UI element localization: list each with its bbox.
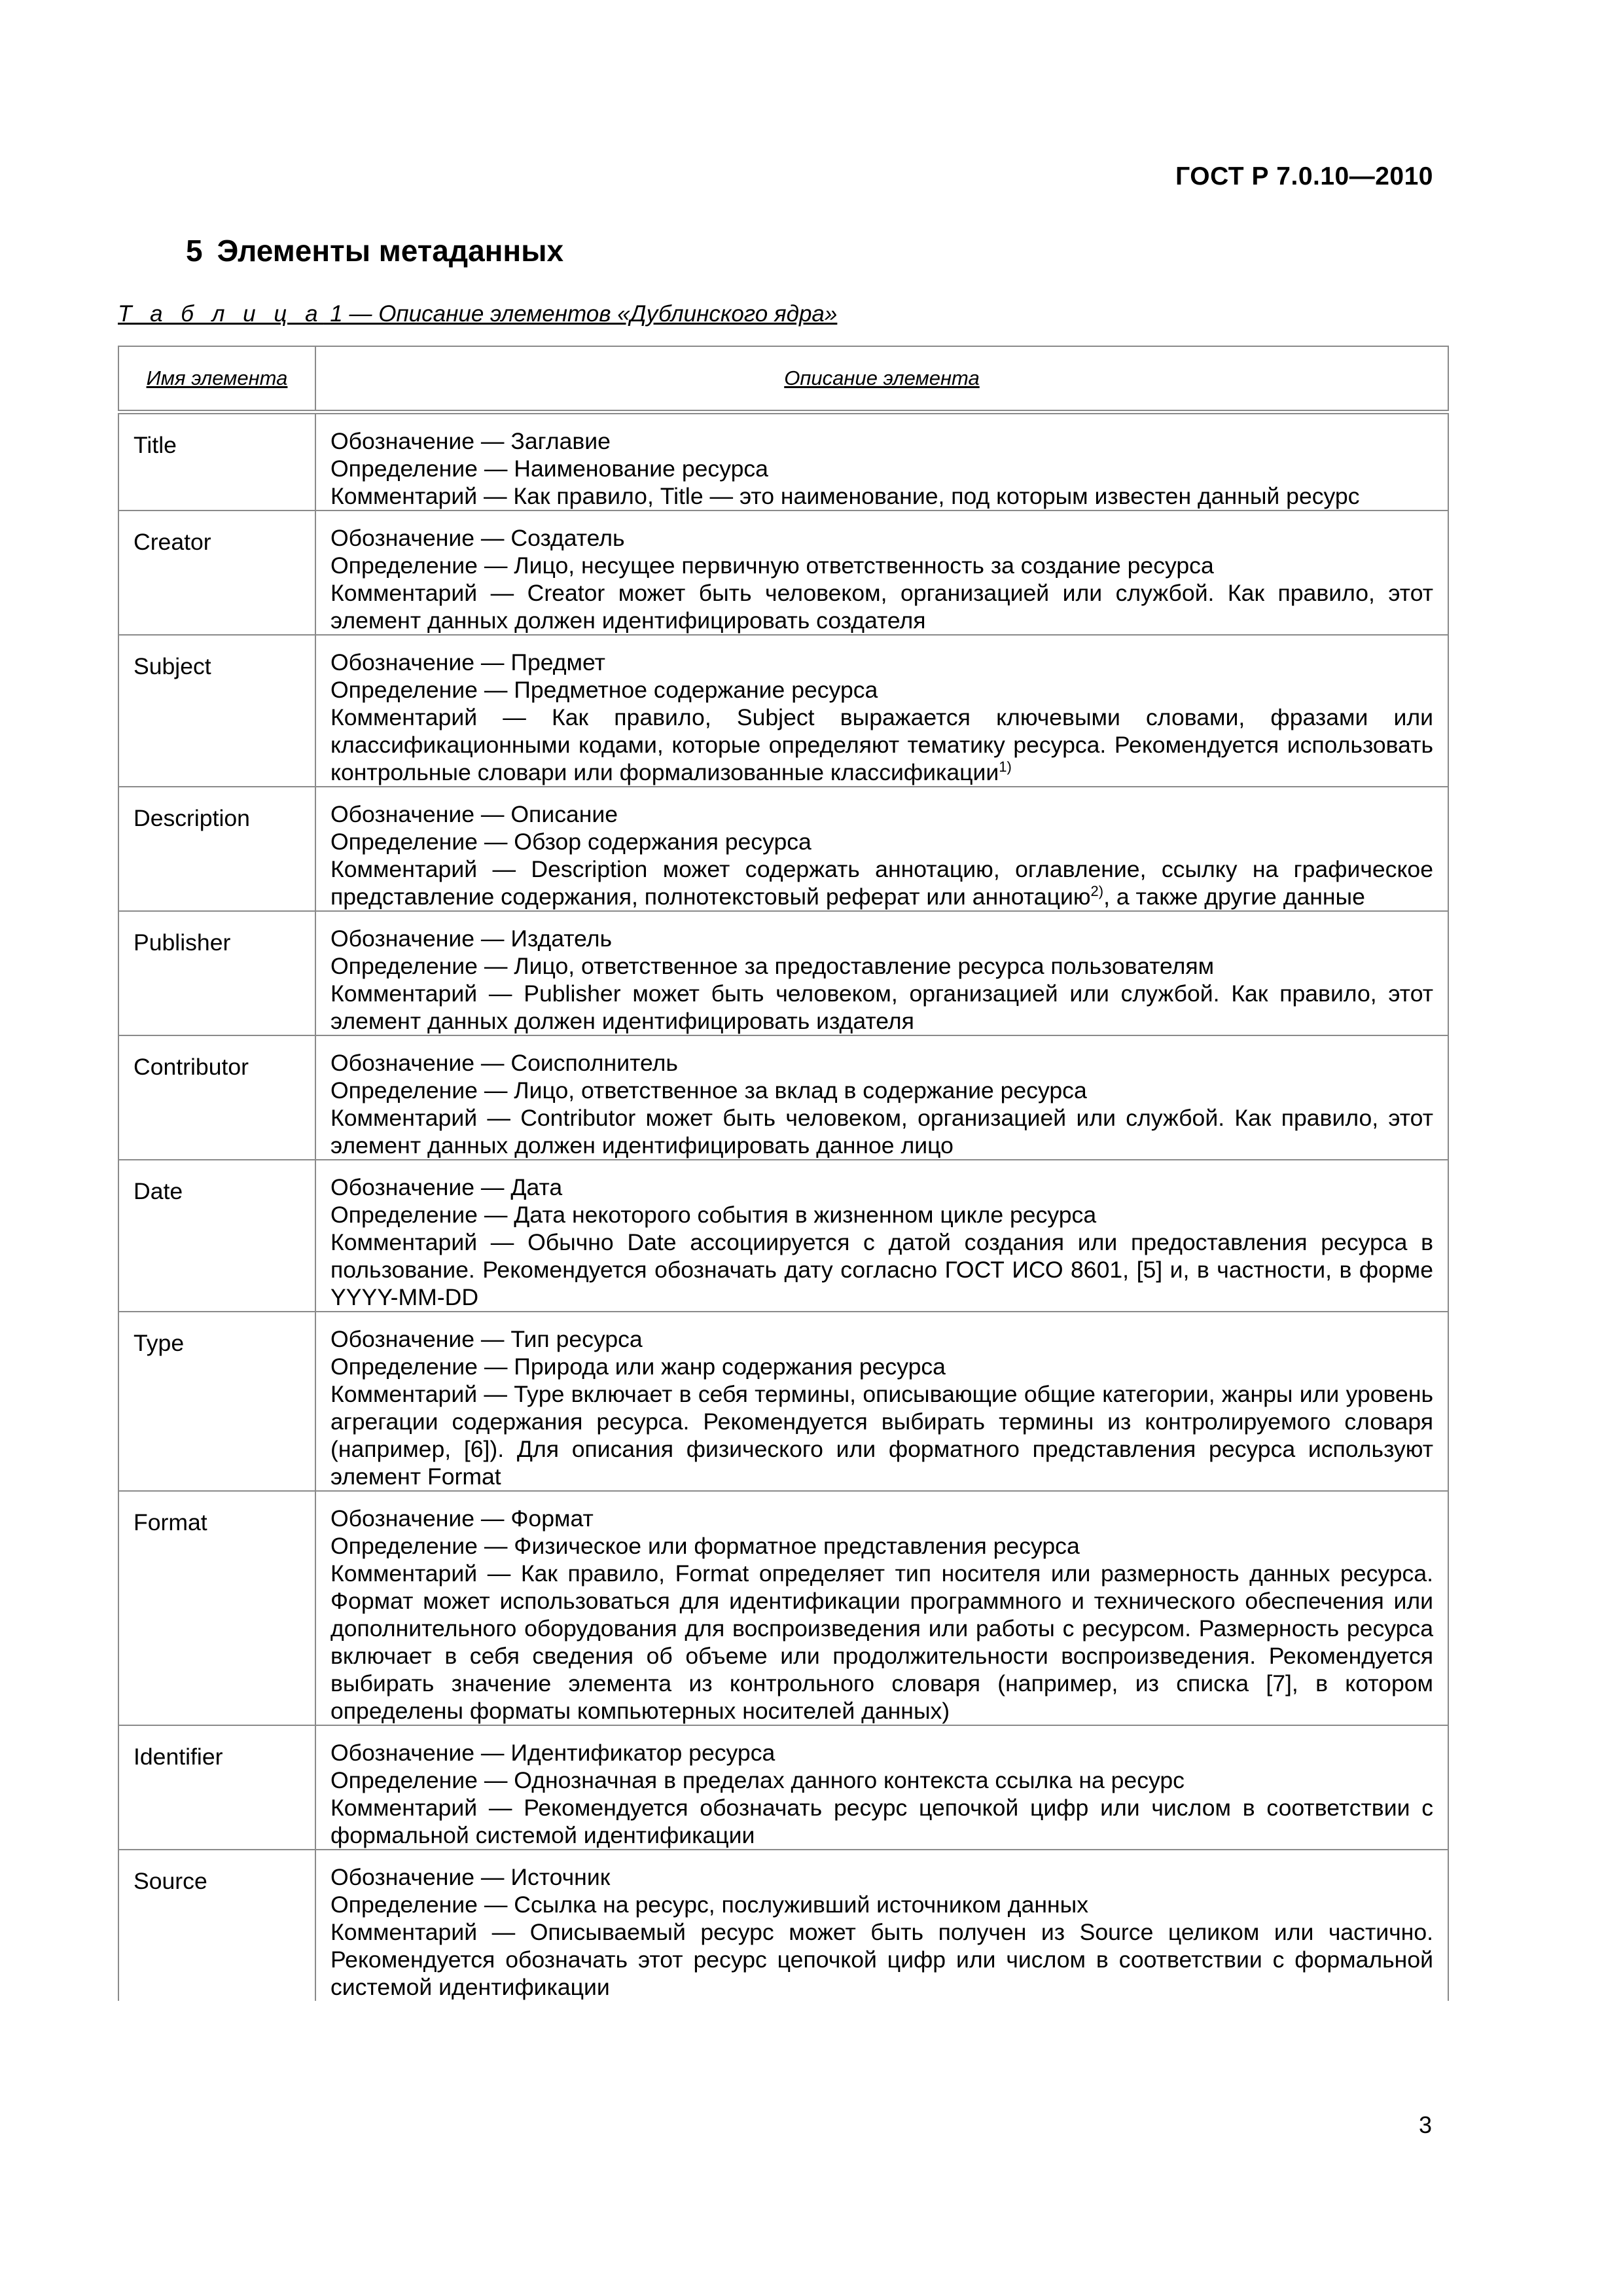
table-row (118, 787, 1448, 911)
table-row (118, 1312, 1448, 1491)
section-number: 5 (186, 234, 203, 268)
footnote-ref-1: 1) (999, 759, 1012, 776)
definition-text: Определение — Лицо, несущее первичную ответственность за создание ресурса (330, 552, 1214, 579)
table-row (118, 412, 1448, 511)
comment-text: Комментарий — Publisher может быть человеком, организацией или службой. Как правило, этот элемент данных должен идентифицировать издателя (330, 980, 1433, 1034)
table-row (118, 635, 1448, 787)
element-description-cell (315, 1035, 1448, 1160)
element-name-cell: Identifier (118, 1725, 315, 1850)
definition-text: Определение — Лицо, ответственное за вклад в содержание ресурса (330, 1077, 1087, 1103)
element-description-cell (315, 1312, 1448, 1491)
table-row (118, 1160, 1448, 1312)
designation-text: Обозначение — Предмет (330, 649, 605, 675)
table-caption-prefix: Т а б л и ц а (118, 301, 324, 327)
definition-text: Определение — Природа или жанр содержания ресурса (330, 1354, 946, 1380)
table-caption-text: 1 — Описание элементов «Дублинского ядра» (323, 301, 838, 327)
definition-text: Определение — Наименование ресурса (330, 456, 768, 482)
metadata-elements-table (118, 346, 1449, 2001)
definition-text: Определение — Ссылка на ресурс, послуживший источником данных (330, 1892, 1089, 1918)
footnote-ref-2: 2) (1090, 883, 1104, 900)
table-row (118, 511, 1448, 635)
designation-text: Обозначение — Соисполнитель (330, 1050, 678, 1076)
comment-body: Комментарий — Как правило, Subject выражается ключевыми словами, фразами или классификационными кодами, которые определяют тематику ресурса. Рекомендуется использовать контрольные словари или формализованные классификации (330, 704, 1433, 785)
comment-body: Комментарий — Description может содержать аннотацию, оглавление, ссылку на графическое представление содержания, полнотекстовый реферат или аннотацию (330, 856, 1433, 910)
comment-text: Комментарий — Contributor может быть человеком, организацией или службой. Как правило, этот элемент данных должен идентифицировать данное лицо (330, 1105, 1433, 1158)
definition-text: Определение — Физическое или форматное представления ресурса (330, 1533, 1080, 1559)
table-row (118, 1850, 1448, 2001)
comment-text: Комментарий — Type включает в себя термины, описывающие общие категории, жанры или уровень агрегации содержания ресурса. Рекомендуется выбирать термины из контролируемого словаря (например, [6]). Для описания физического или форматного представления ресурса используют элемент Format (330, 1381, 1433, 1490)
element-description-cell (315, 511, 1448, 635)
comment-text: Комментарий — Creator может быть человеком, организацией или службой. Как правило, этот элемент данных должен идентифицировать создателя (330, 580, 1433, 634)
element-description-cell (315, 1725, 1448, 1850)
table-header-row (118, 346, 1448, 412)
comment-text: Комментарий — Как правило, Title — это наименование, под которым известен данный ресурс (330, 483, 1360, 509)
designation-text: Обозначение — Дата (330, 1174, 563, 1200)
document-code: ГОСТ Р 7.0.10—2010 (1175, 162, 1433, 190)
column-header-element-name: Имя элемента (118, 346, 315, 412)
designation-text: Обозначение — Создатель (330, 525, 625, 551)
designation-text: Обозначение — Издатель (330, 925, 613, 952)
section-title: Элементы метаданных (217, 234, 564, 268)
comment-text: Комментарий — Как правило, Format определяет тип носителя или размерность данных ресурса. Формат может использоваться для идентификации программного и технического обеспечения или дополнительного оборудования для воспроизведения или работы с ресурсом. Размерность ресурса включает в себя сведения об объеме или продолжительности воспроизведения. Рекомендуется выбирать значение элемента из контрольного словаря (например, из списка [7], в котором определены форматы компьютерных носителей данных) (330, 1560, 1433, 1724)
page-number: 3 (1418, 2111, 1432, 2138)
definition-text: Определение — Обзор содержания ресурса (330, 829, 812, 855)
table-row (118, 911, 1448, 1035)
element-description-cell (315, 412, 1448, 511)
comment-text (330, 704, 1433, 786)
comment-text: Комментарий — Рекомендуется обозначать ресурс цепочкой цифр или числом в соответствии с формальной системой идентификации (330, 1795, 1433, 1848)
table-row (118, 1035, 1448, 1160)
designation-text: Обозначение — Идентификатор ресурса (330, 1740, 776, 1766)
designation-text: Обозначение — Тип ресурса (330, 1326, 643, 1352)
element-description-cell (315, 787, 1448, 911)
definition-text: Определение — Лицо, ответственное за предоставление ресурса пользователям (330, 953, 1215, 979)
column-header-element-description: Описание элемента (315, 346, 1448, 412)
element-name-cell: Subject (118, 635, 315, 787)
table-row (118, 1725, 1448, 1850)
designation-text: Обозначение — Источник (330, 1864, 611, 1890)
definition-text: Определение — Предметное содержание ресурса (330, 677, 878, 703)
table-row (118, 1491, 1448, 1725)
table-caption (118, 301, 837, 327)
element-name-cell: Publisher (118, 911, 315, 1035)
element-description-cell (315, 911, 1448, 1035)
element-description-cell (315, 635, 1448, 787)
designation-text: Обозначение — Формат (330, 1505, 594, 1532)
element-name-cell: Date (118, 1160, 315, 1312)
comment-text: Комментарий — Обычно Date ассоциируется с датой создания или предоставления ресурса в пользование. Рекомендуется обозначать дату согласно ГОСТ ИСО 8601, [5] и, в частности, в форме YYYY-MM-DD (330, 1229, 1433, 1310)
element-description-cell (315, 1491, 1448, 1725)
element-name-cell: Contributor (118, 1035, 315, 1160)
comment-tail: , а также другие данные (1103, 884, 1365, 910)
section-heading (186, 233, 563, 268)
designation-text: Обозначение — Заглавие (330, 428, 611, 454)
element-name-cell: Creator (118, 511, 315, 635)
element-description-cell (315, 1160, 1448, 1312)
element-name-cell: Type (118, 1312, 315, 1491)
definition-text: Определение — Однозначная в пределах данного контекста ссылка на ресурс (330, 1767, 1185, 1793)
comment-text (330, 855, 1433, 910)
element-name-cell: Title (118, 412, 315, 511)
element-description-cell (315, 1850, 1448, 2001)
comment-text: Комментарий — Описываемый ресурс может быть получен из Source целиком или частично. Рекомендуется обозначать этот ресурс цепочкой цифр или числом в соответствии с формальной системой идентификации (330, 1919, 1433, 2000)
designation-text: Обозначение — Описание (330, 801, 618, 827)
element-name-cell: Description (118, 787, 315, 911)
element-name-cell: Format (118, 1491, 315, 1725)
element-name-cell: Source (118, 1850, 315, 2001)
definition-text: Определение — Дата некоторого события в жизненном цикле ресурса (330, 1202, 1097, 1228)
